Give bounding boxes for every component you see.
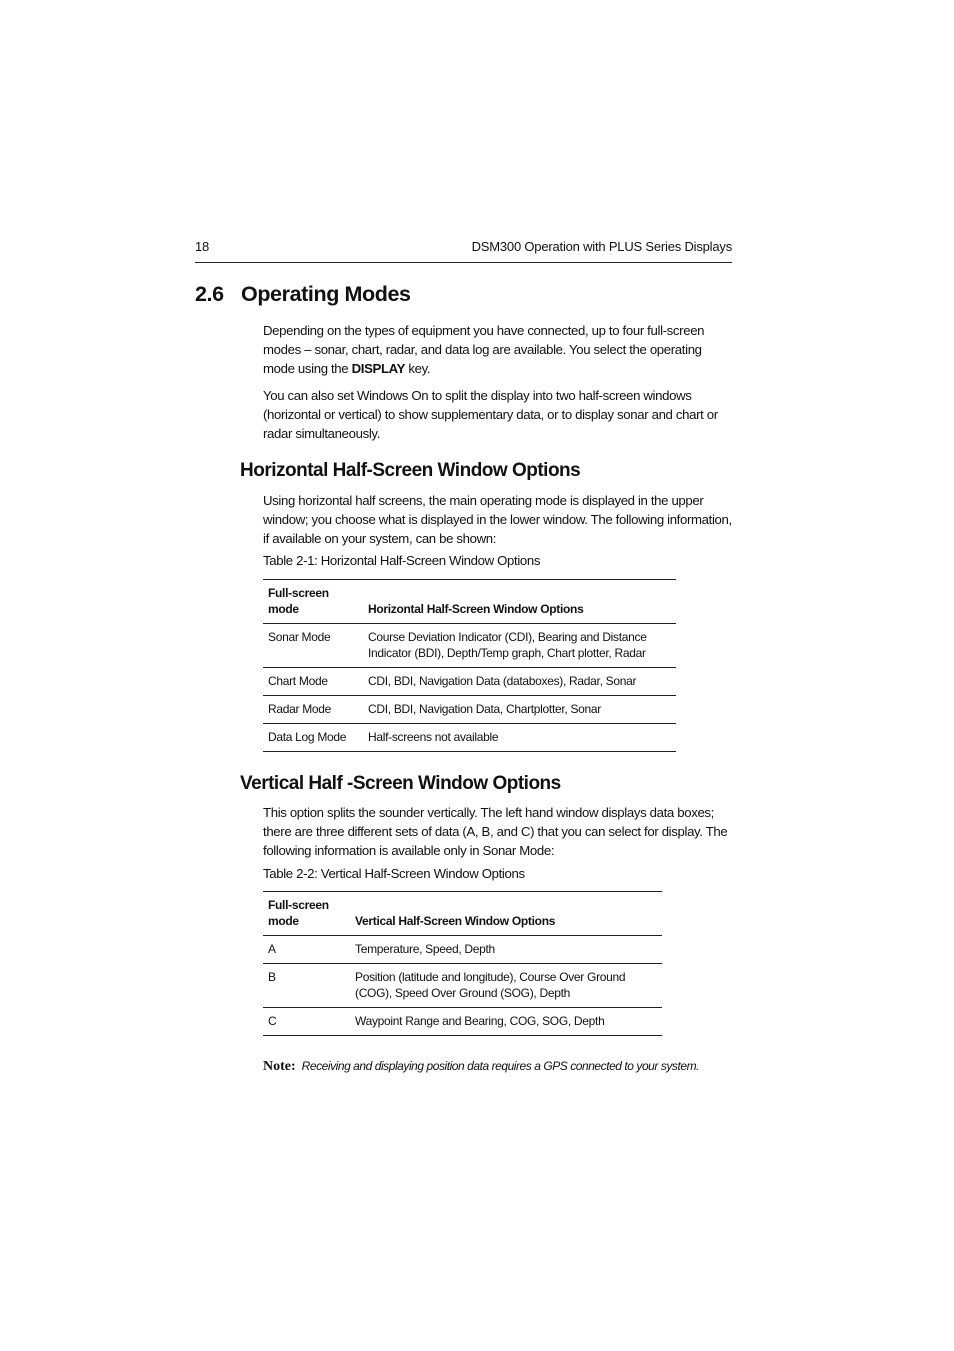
options-cell: Position (latitude and longitude), Course Over Ground (COG), Speed Over Ground (SOG), Depth bbox=[355, 970, 626, 1000]
table-row bbox=[263, 668, 676, 696]
table-row bbox=[263, 696, 676, 724]
table-header-row bbox=[263, 580, 676, 624]
mode-cell: B bbox=[268, 970, 276, 984]
mode-cell: Chart Mode bbox=[268, 674, 328, 688]
horizontal-paragraph: Using horizontal half screens, the main operating mode is displayed in the upper window; you choose what is displayed in the lower window. The following information, if available on your system, can be shown: bbox=[263, 493, 732, 546]
note bbox=[263, 1057, 699, 1075]
table-row bbox=[263, 624, 676, 668]
options-cell: CDI, BDI, Navigation Data, Chartplotter, Sonar bbox=[368, 702, 601, 716]
intro-text-end: key. bbox=[405, 361, 431, 376]
section-heading bbox=[195, 282, 411, 307]
column-header-options: Vertical Half-Screen Window Options bbox=[355, 914, 556, 928]
horizontal-heading: Horizontal Half-Screen Window Options bbox=[240, 460, 581, 481]
options-cell: Half-screens not available bbox=[368, 730, 499, 744]
column-header-options: Horizontal Half-Screen Window Options bbox=[368, 602, 584, 616]
mode-cell: C bbox=[268, 1014, 277, 1028]
table-row bbox=[263, 936, 662, 964]
column-header-mode: Full-screen mode bbox=[268, 898, 329, 928]
windows-paragraph: You can also set Windows On to split the display into two half-screen windows (horizontal or vertical) to show supplementary data, or to display sonar and chart or radar simultaneously. bbox=[263, 388, 718, 441]
intro-text-start: Depending on the types of equipment you have connected, up to four full-screen modes – sonar, chart, radar, and data log are available. You select the operating mode using the bbox=[263, 323, 705, 376]
note-label: Note: bbox=[263, 1059, 296, 1074]
vertical-heading: Vertical Half -Screen Window Options bbox=[240, 773, 561, 794]
horizontal-options-table bbox=[263, 579, 676, 752]
options-cell: CDI, BDI, Navigation Data (databoxes), Radar, Sonar bbox=[368, 674, 637, 688]
mode-cell: Sonar Mode bbox=[268, 630, 331, 644]
vertical-options-table bbox=[263, 891, 662, 1036]
intro-paragraph bbox=[263, 321, 735, 378]
mode-cell: Data Log Mode bbox=[268, 730, 347, 744]
section-number: 2.6 bbox=[195, 282, 224, 306]
table-2-caption: Table 2-2: Vertical Half-Screen Window Options bbox=[263, 866, 525, 881]
note-text: Receiving and displaying position data requires a GPS connected to your system. bbox=[301, 1059, 700, 1073]
options-cell: Waypoint Range and Bearing, COG, SOG, Depth bbox=[355, 1014, 605, 1028]
options-cell: Course Deviation Indicator (CDI), Bearing and Distance Indicator (BDI), Depth/Temp graph, Chart plotter, Radar bbox=[368, 630, 647, 660]
mode-cell: A bbox=[268, 942, 276, 956]
running-header bbox=[195, 239, 732, 263]
section-title: Operating Modes bbox=[241, 282, 411, 306]
column-header-mode: Full-screen mode bbox=[268, 586, 329, 616]
table-header-row bbox=[263, 892, 662, 936]
options-cell: Temperature, Speed, Depth bbox=[355, 942, 495, 956]
running-title: DSM300 Operation with PLUS Series Displays bbox=[471, 239, 732, 254]
page-number: 18 bbox=[195, 239, 210, 254]
table-row bbox=[263, 724, 676, 752]
display-key-label: DISPLAY bbox=[351, 361, 406, 376]
table-1-caption: Table 2-1: Horizontal Half-Screen Window Options bbox=[263, 553, 541, 568]
vertical-paragraph: This option splits the sounder vertically. The left hand window displays data boxes; there are three different sets of data (A, B, and C) that you can select for display. The following information is available only in Sonar Mode: bbox=[263, 805, 728, 858]
table-row bbox=[263, 1008, 662, 1036]
table-row bbox=[263, 964, 662, 1008]
mode-cell: Radar Mode bbox=[268, 702, 332, 716]
